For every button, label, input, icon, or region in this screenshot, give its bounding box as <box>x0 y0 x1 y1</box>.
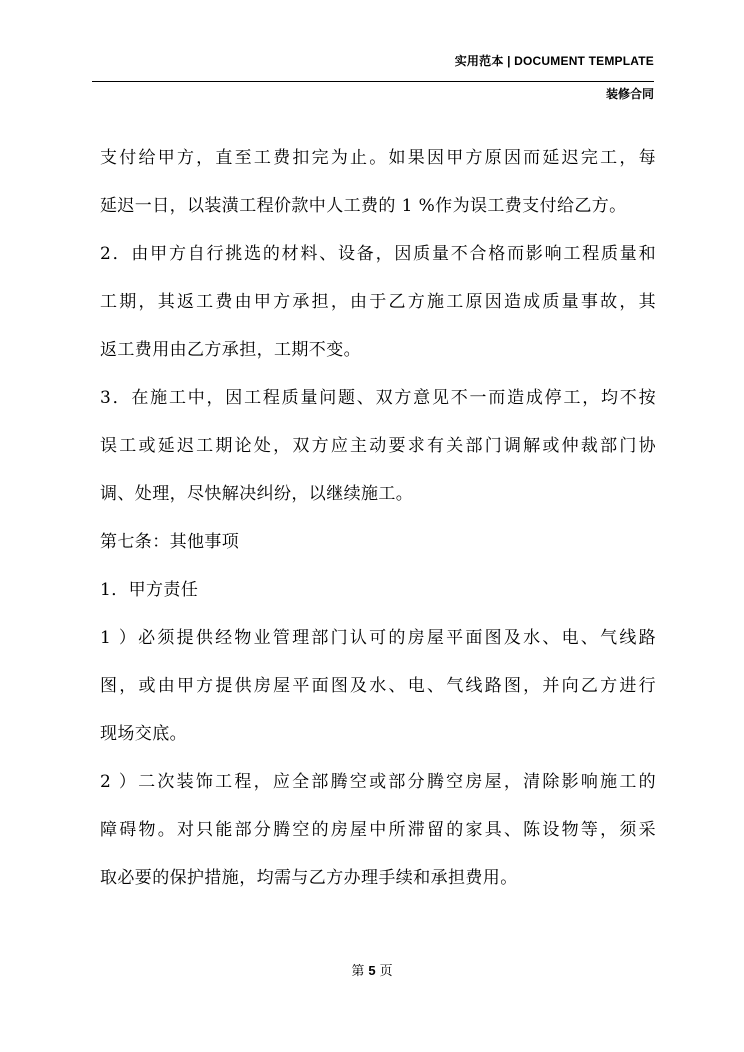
document-body <box>100 134 656 902</box>
body-line: 图，或由甲方提供房屋平面图及水、电、气线路图，并向乙方进行 <box>100 676 656 696</box>
body-line: 3．在施工中，因工程质量问题、双方意见不一而造成停工，均不按 <box>100 388 656 408</box>
body-line: 2 ）二次装饰工程，应全部腾空或部分腾空房屋，清除影响施工的 <box>100 772 656 792</box>
header-divider <box>92 81 654 82</box>
body-line: 误工或延迟工期论处，双方应主动要求有关部门调解或仲裁部门协 <box>100 436 656 456</box>
section-heading: 第七条：其他事项 <box>100 532 240 552</box>
body-line: 调、处理，尽快解决纠纷，以继续施工。 <box>100 484 414 504</box>
header-template-label: 实用范本 | DOCUMENT TEMPLATE <box>454 54 654 68</box>
body-line: 现场交底。 <box>100 724 187 744</box>
body-line: 障碍物。对只能部分腾空的房屋中所滞留的家具、陈设物等，须采 <box>100 820 656 840</box>
page-number: 5 <box>368 963 376 978</box>
page-footer <box>0 962 744 981</box>
body-line: 工期，其返工费由甲方承担，由于乙方施工原因造成质量事故，其 <box>100 292 656 312</box>
page-number-suffix: 页 <box>379 964 393 979</box>
body-line: 1 ）必须提供经物业管理部门认可的房屋平面图及水、电、气线路 <box>100 628 656 648</box>
body-line: 延迟一日，以装潢工程价款中人工费的 1 %作为误工费支付给乙方。 <box>100 196 627 216</box>
page-header <box>92 52 654 101</box>
page-number-prefix: 第 <box>351 964 365 979</box>
body-line: 返工费用由乙方承担，工期不变。 <box>100 340 361 360</box>
subsection-heading: 1．甲方责任 <box>100 580 199 600</box>
body-line: 2．由甲方自行挑选的材料、设备，因质量不合格而影响工程质量和 <box>100 244 656 264</box>
body-line: 取必要的保护措施，均需与乙方办理手续和承担费用。 <box>100 868 518 888</box>
header-document-type: 装修合同 <box>605 87 654 101</box>
body-line: 支付给甲方，直至工费扣完为止。如果因甲方原因而延迟完工，每 <box>100 148 656 168</box>
